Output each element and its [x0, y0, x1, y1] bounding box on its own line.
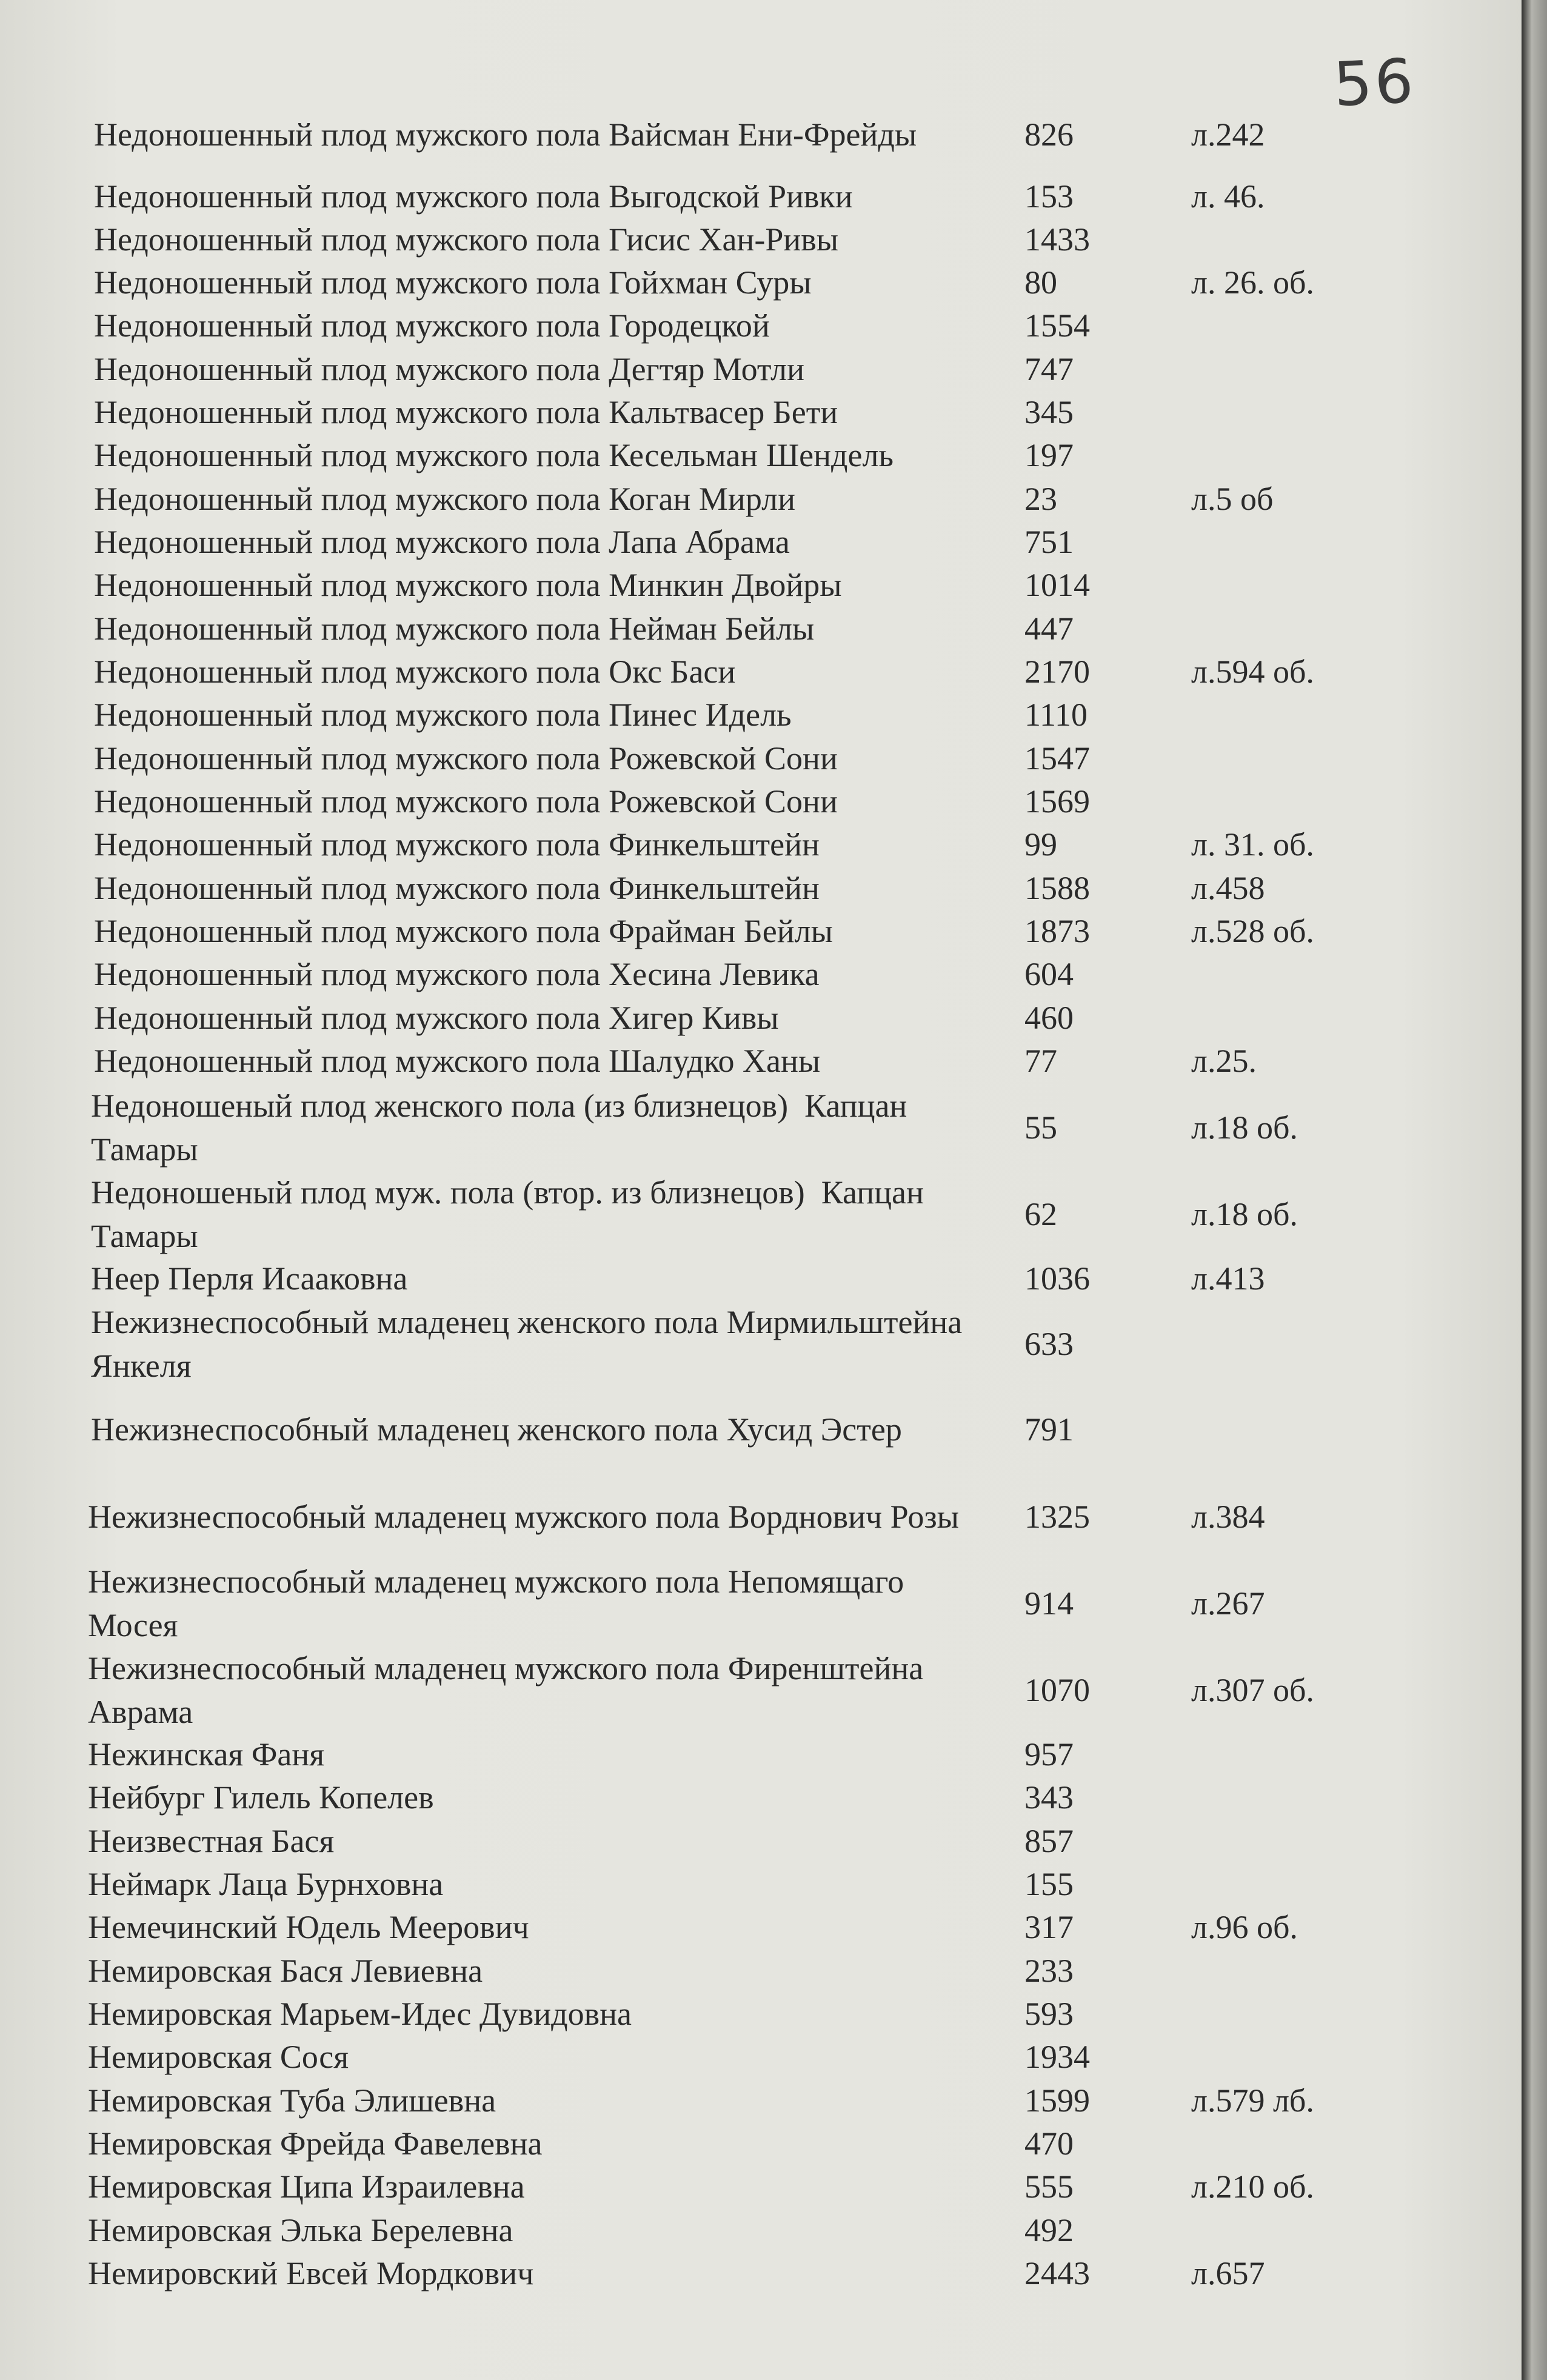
entry-record-number: 343	[1024, 1779, 1074, 1816]
entry-name: Недоношенный плод мужского пола Нейман Бейлы	[94, 610, 815, 647]
entry-sheet-reference: л.458	[1191, 870, 1265, 906]
entry-sheet-reference: л. 26. об.	[1191, 264, 1314, 301]
page-edge-shadow	[1522, 0, 1547, 2380]
entry-name: Нежизнеспособный младенец мужского пола Фиренштейна Аврама	[88, 1650, 924, 1730]
entry-name: Немировский Евсей Мордкович	[88, 2255, 534, 2291]
entry-name: Немечинский Юдель Меерович	[88, 1909, 529, 1945]
entry-record-number: 1873	[1024, 913, 1090, 949]
entry-name: Недоношенный плод мужского пола Окс Баси	[94, 653, 736, 690]
entry-sheet-reference: л.96 об.	[1191, 1909, 1298, 1945]
entry-record-number: 555	[1024, 2168, 1074, 2205]
entry-name: Неизвестная Бася	[88, 1823, 335, 1859]
entry-record-number: 914	[1024, 1585, 1074, 1622]
entry-sheet-reference: л.528 об.	[1191, 913, 1314, 949]
entry-name: Немировская Марьем-Идес Дувидовна	[88, 1996, 632, 2032]
entry-record-number: 233	[1024, 1953, 1074, 1989]
entry-sheet-reference: л.25.	[1191, 1043, 1257, 1079]
entry-record-number: 460	[1024, 1000, 1074, 1036]
entry-record-number: 197	[1024, 437, 1074, 473]
entry-sheet-reference: л. 46.	[1191, 178, 1265, 215]
entry-name: Недоношенный плод мужского пола Хигер Кивы	[94, 1000, 779, 1036]
entry-record-number: 826	[1024, 116, 1074, 153]
entry-record-number: 62	[1024, 1196, 1057, 1232]
entry-sheet-reference: л.267	[1191, 1585, 1265, 1622]
entry-sheet-reference: л.242	[1191, 116, 1265, 153]
entry-record-number: 593	[1024, 1996, 1074, 2032]
entry-sheet-reference: л.18 об.	[1191, 1109, 1298, 1146]
entry-record-number: 604	[1024, 956, 1074, 992]
entry-record-number: 1070	[1024, 1672, 1090, 1708]
entry-sheet-reference: л.579 лб.	[1191, 2082, 1314, 2119]
page-number: 56	[1332, 45, 1418, 121]
entry-name: Недоношенный плод мужского пола Рожевской Сони	[94, 740, 838, 777]
entry-sheet-reference: л.307 об.	[1191, 1672, 1314, 1708]
entry-name: Нежизнеспособный младенец женского пола Хусид Эстер	[91, 1411, 902, 1448]
entry-name: Нежизнеспособный младенец женского пола Мирмильштейна Янкеля	[91, 1304, 963, 1384]
entry-name: Недоношенный плод мужского пола Минкин Двойры	[94, 567, 842, 603]
entry-name: Недоношенный плод мужского пола Финкельштейн	[94, 826, 820, 863]
entry-name: Неер Перля Исааковна	[91, 1260, 408, 1297]
entry-record-number: 1036	[1024, 1260, 1090, 1297]
entry-record-number: 1433	[1024, 221, 1090, 258]
entry-name: Недоношенный плод мужского пола Гисис Хан-Ривы	[94, 221, 839, 258]
entry-record-number: 857	[1024, 1823, 1074, 1859]
entry-sheet-reference: л.384	[1191, 1499, 1265, 1535]
entry-record-number: 957	[1024, 1736, 1074, 1773]
entry-record-number: 751	[1024, 524, 1074, 560]
entry-sheet-reference: л.210 об.	[1191, 2168, 1314, 2205]
entry-record-number: 1934	[1024, 2039, 1090, 2075]
entry-record-number: 1569	[1024, 783, 1090, 820]
entry-record-number: 80	[1024, 264, 1057, 301]
entry-record-number: 492	[1024, 2212, 1074, 2248]
entry-name: Недоношеный плод женского пола (из близнецов) Капцан Тамары	[91, 1088, 907, 1168]
entry-sheet-reference: л.413	[1191, 1260, 1265, 1297]
entry-name: Нежизнеспособный младенец мужского пола Непомящаго Мосея	[88, 1563, 904, 1643]
entry-record-number: 1014	[1024, 567, 1090, 603]
entry-record-number: 470	[1024, 2125, 1074, 2162]
entry-name: Нейбург Гилель Копелев	[88, 1779, 434, 1816]
entry-name: Немировская Бася Левиевна	[88, 1953, 483, 1989]
entry-record-number: 2170	[1024, 653, 1090, 690]
entry-name: Нежинская Фаня	[88, 1736, 325, 1773]
entry-name: Недоношенный плод мужского пола Дегтяр Мотли	[94, 351, 804, 387]
entry-name: Недоношенный плод мужского пола Кальтвасер Бети	[94, 394, 838, 430]
entry-record-number: 99	[1024, 826, 1057, 863]
entry-record-number: 447	[1024, 610, 1074, 647]
entry-record-number: 633	[1024, 1326, 1074, 1362]
entry-record-number: 155	[1024, 1866, 1074, 1902]
entry-name: Немировская Фрейда Фавелевна	[88, 2125, 543, 2162]
entry-record-number: 1599	[1024, 2082, 1090, 2119]
entry-sheet-reference: л.657	[1191, 2255, 1265, 2291]
entry-name: Недоношенный плод мужского пола Рожевской Сони	[94, 783, 838, 820]
entry-name: Недоношенный плод мужского пола Пинес Идель	[94, 697, 792, 733]
entry-name: Недоношеный плод муж. пола (втор. из близнецов) Капцан Тамары	[91, 1174, 924, 1254]
entry-sheet-reference: л. 31. об.	[1191, 826, 1314, 863]
entry-record-number: 1325	[1024, 1499, 1090, 1535]
entry-record-number: 77	[1024, 1043, 1057, 1079]
entry-name: Нежизнеспособный младенец мужского пола Ворднович Розы	[88, 1499, 959, 1535]
entry-name: Недоношенный плод мужского пола Лапа Абрама	[94, 524, 790, 560]
entry-name: Недоношенный плод мужского пола Городецкой	[94, 307, 770, 344]
entry-record-number: 747	[1024, 351, 1074, 387]
entry-name: Немировская Сося	[88, 2039, 349, 2075]
entry-record-number: 317	[1024, 1909, 1074, 1945]
entry-record-number: 345	[1024, 394, 1074, 430]
entry-name: Недоношенный плод мужского пола Фрайман Бейлы	[94, 913, 833, 949]
entry-name: Недоношенный плод мужского пола Вайсман Ени-Фрейды	[94, 116, 917, 153]
entry-record-number: 791	[1024, 1411, 1074, 1448]
entry-record-number: 55	[1024, 1109, 1057, 1146]
entry-record-number: 2443	[1024, 2255, 1090, 2291]
entry-name: Немировская Туба Элишевна	[88, 2082, 496, 2119]
entry-name: Неймарк Лаца Бурнховна	[88, 1866, 444, 1902]
entry-sheet-reference: л.594 об.	[1191, 653, 1314, 690]
entry-record-number: 1547	[1024, 740, 1090, 777]
entry-record-number: 1110	[1024, 697, 1088, 733]
entry-sheet-reference: л.5 об	[1191, 481, 1274, 517]
entry-record-number: 153	[1024, 178, 1074, 215]
entry-name: Недоношенный плод мужского пола Коган Мирли	[94, 481, 795, 517]
entry-name: Недоношенный плод мужского пола Хесина Левика	[94, 956, 820, 992]
entry-record-number: 1588	[1024, 870, 1090, 906]
entry-name: Недоношенный плод мужского пола Выгодской Ривки	[94, 178, 853, 215]
entry-name: Недоношенный плод мужского пола Кесельман Шендель	[94, 437, 894, 473]
entry-name: Немировская Элька Берелевна	[88, 2212, 513, 2248]
entry-sheet-reference: л.18 об.	[1191, 1196, 1298, 1232]
entry-name: Недоношенный плод мужского пола Финкельштейн	[94, 870, 820, 906]
entry-record-number: 23	[1024, 481, 1057, 517]
entry-name: Недоношенный плод мужского пола Шалудко Ханы	[94, 1043, 821, 1079]
entry-name: Немировская Ципа Израилевна	[88, 2168, 525, 2205]
entry-name: Недоношенный плод мужского пола Гойхман Суры	[94, 264, 812, 301]
entry-record-number: 1554	[1024, 307, 1090, 344]
